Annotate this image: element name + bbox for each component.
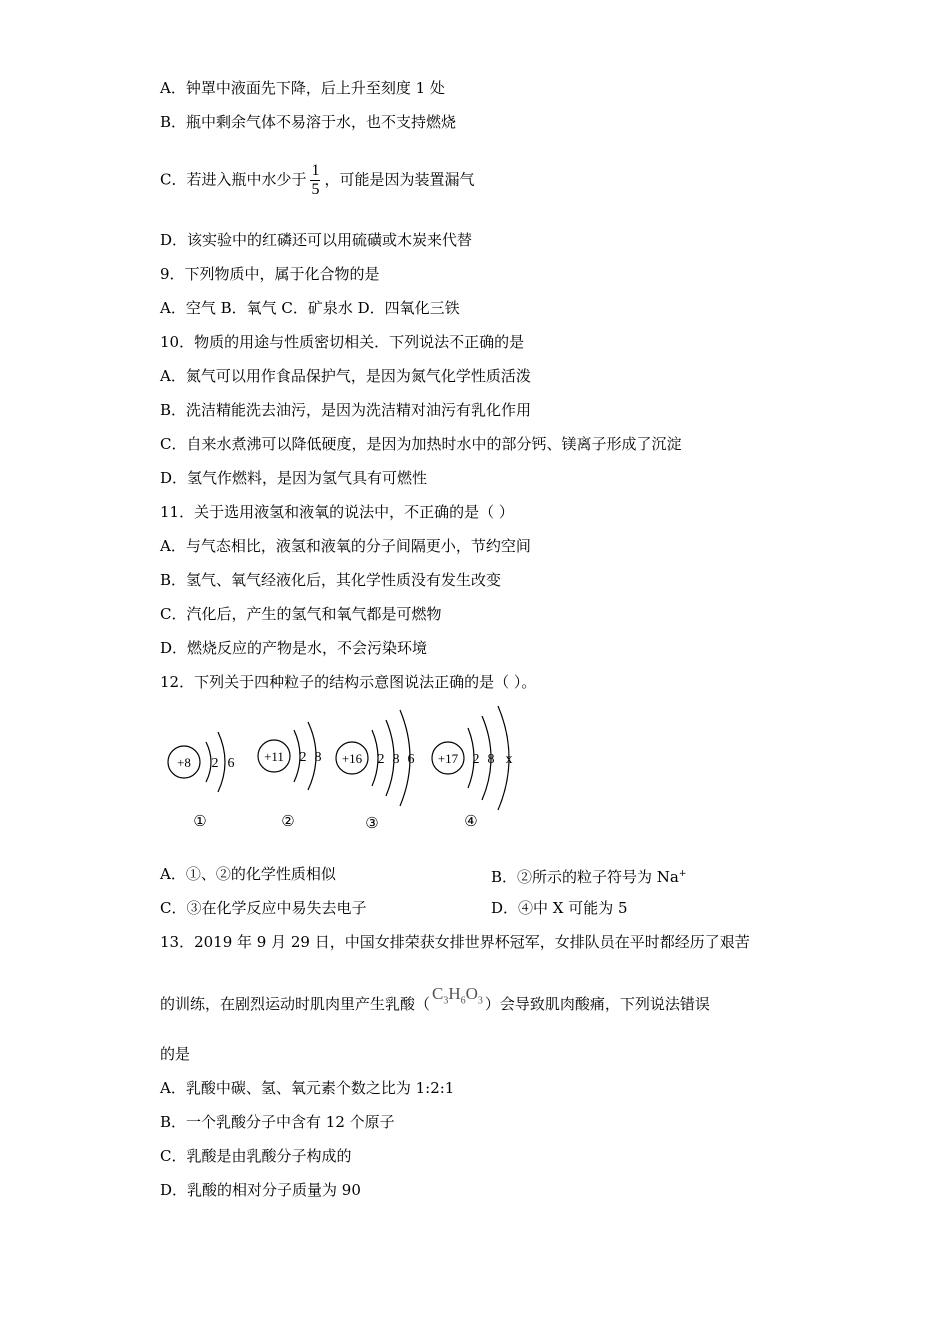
atom-1-shell-2-count: 6 [227,756,235,771]
q11-option-b: B．氢气、氧气经液化后，其化学性质没有发生改变 [160,571,502,589]
q11-stem: 11．关于选用液氢和液氧的说法中，不正确的是（ ） [160,503,514,521]
atom-1-shell-1-count: 2 [211,756,219,771]
atom-4-label: ④ [464,812,478,830]
atom-3-label: ③ [365,814,379,832]
q8-option-d: D．该实验中的红磷还可以用硫磺或木炭来代替 [160,231,473,249]
fraction-numerator: 1 [311,162,320,179]
formula-h: H [448,984,461,1003]
q9-options: A．空气 B．氧气 C．矿泉水 D．四氧化三铁 [160,299,460,317]
q12-option-a: A．①、②的化学性质相似 [160,865,336,883]
q13-stem-line2-text-end: ）会导致肌肉酸痛，下列说法错误 [484,995,710,1013]
q13-option-a: A．乳酸中碳、氢、氧元素个数之比为 1:2:1 [160,1079,455,1097]
q12-option-b-text: B．②所示的粒子符号为 Na [491,868,679,886]
atom-4 [432,706,513,830]
formula-o: O [465,984,478,1003]
atom-structure-diagram [160,700,540,840]
atom-1-shell-2 [218,732,225,792]
q8-option-a: A．钟罩中液面先下降，后上升至刻度 1 处 [160,79,445,97]
charge-superscript: + [678,869,687,879]
atom-3 [336,710,415,832]
atom-4-shell-3-count: x [505,752,513,767]
q12-option-c: C．③在化学反应中易失去电子 [160,899,367,917]
atom-3-nucleus: +16 [341,751,363,766]
q13-option-b: B．一个乳酸分子中含有 12 个原子 [160,1113,395,1131]
atom-4-shell-1-count: 2 [472,752,480,767]
atom-1 [168,732,235,830]
q8-option-c-text-end: ，可能是因为装置漏气 [324,170,475,189]
q8-option-b: B．瓶中剩余气体不易溶于水，也不支持燃烧 [160,113,457,131]
atom-3-shell-3-count: 6 [407,752,415,767]
q10-option-b: B．洗洁精能洗去油污，是因为洗洁精对油污有乳化作用 [160,401,532,419]
atom-1-label: ① [193,812,207,830]
q9-stem: 9．下列物质中，属于化合物的是 [160,265,380,283]
atom-2-nucleus: +11 [264,749,284,764]
q11-option-c: C．汽化后，产生的氢气和氧气都是可燃物 [160,605,442,623]
formula-h-sub: 6 [460,995,466,1007]
q12-option-b [491,864,686,887]
atom-3-shell-2-count: 8 [392,752,400,767]
q10-option-c: C．自来水煮沸可以降低硬度，是因为加热时水中的部分钙、镁离子形成了沉淀 [160,435,682,453]
atom-2-shell-2-count: 8 [314,750,322,765]
fraction [310,162,320,199]
lactic-acid-formula [432,984,483,1011]
atom-2-shell-1-count: 2 [299,750,307,765]
q13-option-c: C．乳酸是由乳酸分子构成的 [160,1147,352,1165]
atom-4-shell-2-count: 8 [487,752,495,767]
atom-2 [258,722,322,830]
atom-4-nucleus: +17 [437,751,459,766]
atom-2-label: ② [281,812,295,830]
formula-c-sub: 3 [443,995,449,1007]
q10-option-a: A．氮气可以用作食品保护气，是因为氮气化学性质活泼 [160,367,531,385]
q13-option-d: D．乳酸的相对分子质量为 90 [160,1181,361,1199]
q13-stem-line3: 的是 [160,1045,191,1063]
q12-stem: 12．下列关于四种粒子的结构示意图说法正确的是（ ）。 [160,673,537,691]
q11-option-d: D．燃烧反应的产物是水，不会污染环境 [160,639,428,657]
q13-stem-line1: 13．2019 年 9 月 29 日，中国女排荣获女排世界杯冠军，女排队员在平时都经历了艰苦 [160,933,750,951]
atom-3-shell-1-count: 2 [377,752,385,767]
fraction-denominator: 5 [311,181,320,198]
formula-o-sub: 3 [477,995,483,1007]
q8-option-c-text: C．若进入瓶中水少于 [160,170,307,189]
q10-option-d: D．氢气作燃料，是因为氢气具有可燃性 [160,469,428,487]
q11-option-a: A．与气态相比，液氢和液氧的分子间隔更小，节约空间 [160,537,531,555]
q13-stem-line2-text: 的训练，在剧烈运动时肌肉里产生乳酸（ [160,995,431,1013]
formula-c: C [432,984,444,1003]
q12-option-d: D．④中 X 可能为 5 [491,899,628,917]
atom-1-nucleus: +8 [177,755,191,770]
q8-option-c [160,162,475,199]
q10-stem: 10．物质的用途与性质密切相关．下列说法不正确的是 [160,333,525,351]
q13-stem-line2 [160,984,710,1021]
atom-1-shell-1 [206,742,211,782]
